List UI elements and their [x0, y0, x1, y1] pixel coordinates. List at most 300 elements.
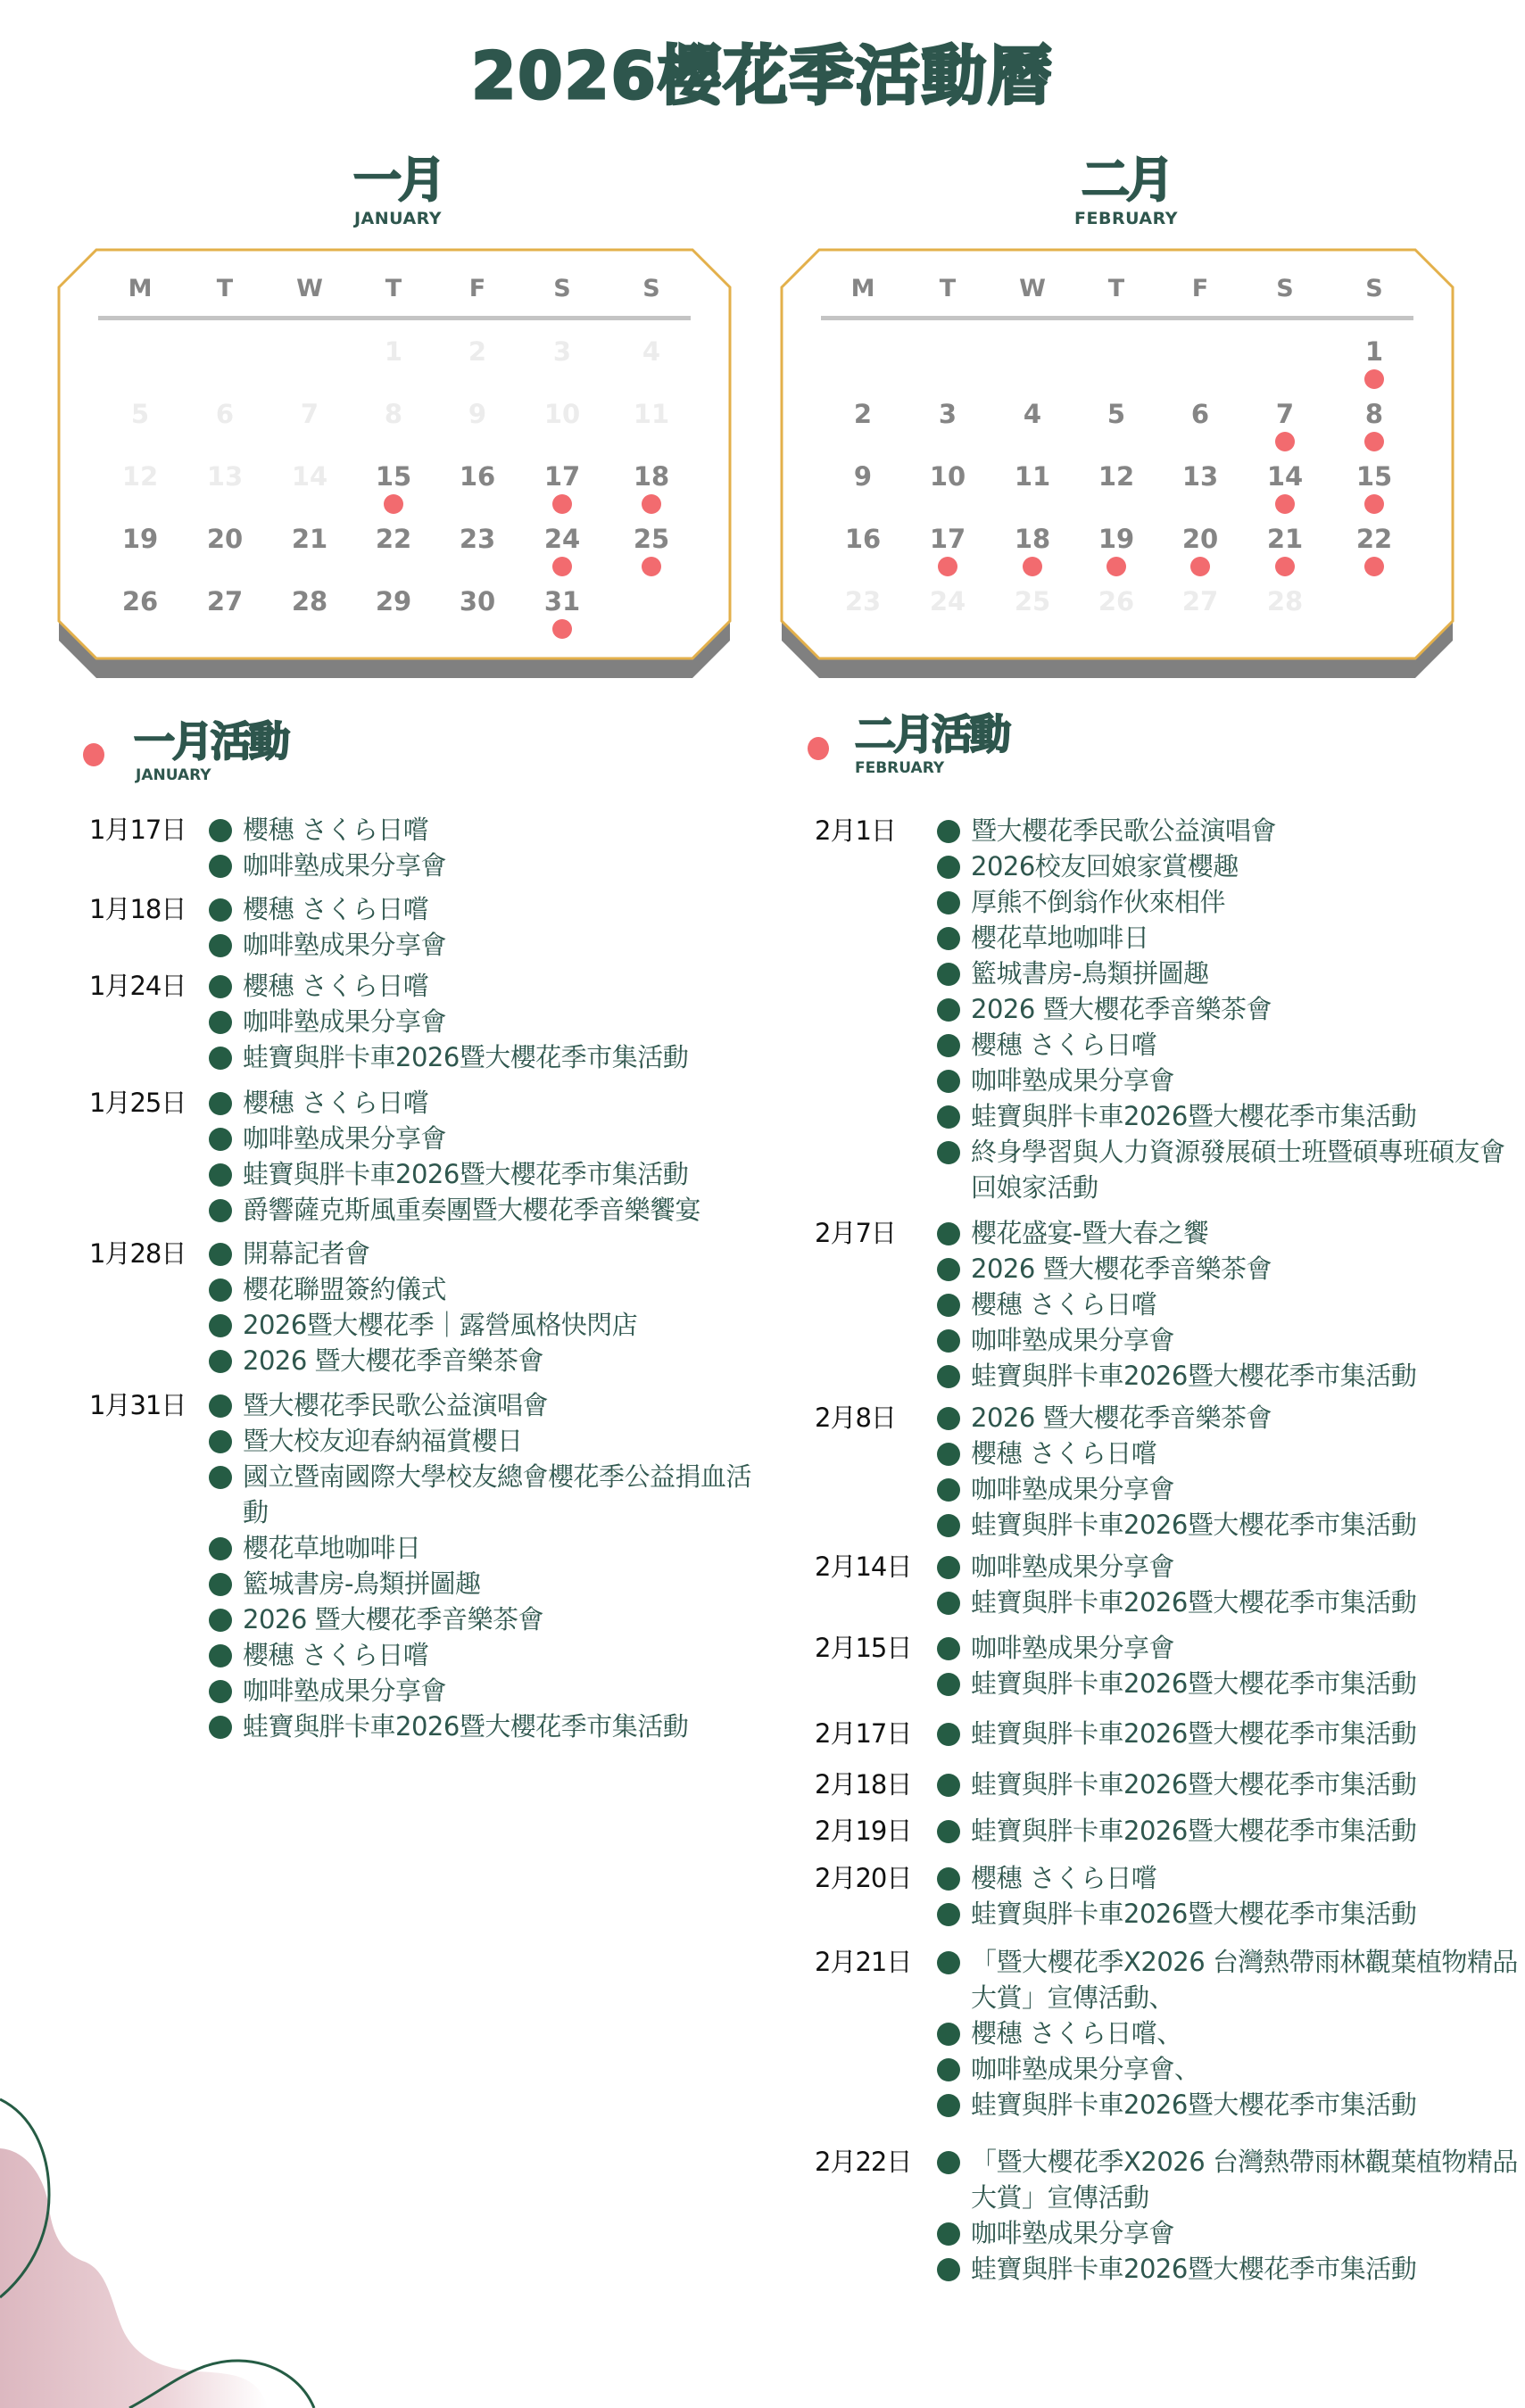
activity-day-group — [815, 813, 1520, 1205]
day-number: 6 — [1190, 399, 1210, 429]
weekday-label: T — [216, 275, 234, 302]
activity-text: 蛙寶與胖卡車2026暨大櫻花季市集活動 — [243, 1159, 689, 1189]
bullet-dot-icon — [209, 934, 232, 957]
weekday-label: S — [642, 275, 660, 302]
bullet-dot-icon — [937, 856, 960, 879]
day-number: 14 — [291, 461, 328, 492]
calendar-day[interactable] — [908, 523, 988, 555]
bullet-dot-icon — [209, 1394, 232, 1418]
activity-item — [937, 956, 1520, 991]
bullet-dot-icon — [209, 1430, 232, 1453]
weekday-separator — [821, 316, 1413, 320]
activity-text: 蛙寶與胖卡車2026暨大櫻花季市集活動 — [971, 1816, 1417, 1846]
activity-item — [937, 1400, 1520, 1436]
event-dot-icon — [1364, 432, 1384, 451]
january-calendar — [57, 248, 732, 680]
calendar-week-row — [57, 460, 732, 514]
calendar-day[interactable] — [353, 585, 434, 617]
calendar-day[interactable] — [823, 460, 903, 492]
activity-items — [209, 1085, 767, 1228]
event-dot-icon — [384, 494, 403, 514]
calendar-day[interactable] — [100, 460, 180, 492]
day-number: 15 — [375, 461, 412, 492]
activity-text: 暨大櫻花季民歌公益演唱會 — [243, 1390, 549, 1420]
day-number: 7 — [300, 399, 319, 429]
event-dot-icon — [642, 557, 661, 576]
activity-items — [209, 1387, 767, 1744]
bullet-dot-icon — [209, 819, 232, 842]
activity-text: 終身學習與人力資源發展碩士班暨碩專班碩友會回娘家活動 — [971, 1137, 1505, 1203]
activity-text: 咖啡塾成果分享會 — [243, 850, 447, 881]
activity-date: 2月7日 — [815, 1218, 896, 1248]
calendar-day[interactable] — [1076, 585, 1156, 617]
activity-item — [209, 1307, 767, 1343]
calendar-day[interactable] — [1076, 460, 1156, 492]
bullet-dot-icon — [209, 1314, 232, 1337]
activity-text: 蛙寶與胖卡車2026暨大櫻花季市集活動 — [971, 1769, 1417, 1800]
calendar-day[interactable] — [100, 523, 180, 555]
february-activity-list — [815, 813, 1520, 2287]
calendar-day[interactable] — [992, 523, 1073, 555]
activity-text: 開幕記者會 — [243, 1238, 370, 1269]
bullet-dot-icon — [937, 891, 960, 914]
calendar-day[interactable] — [1076, 523, 1156, 555]
february-header-zh: 二月 — [1082, 152, 1171, 208]
calendar-day[interactable] — [1334, 335, 1414, 368]
calendar-day[interactable] — [992, 460, 1073, 492]
bullet-dot-icon — [937, 1070, 960, 1093]
activity-text: 2026 暨大櫻花季音樂茶會 — [243, 1604, 544, 1634]
bullet-dot-icon — [209, 1128, 232, 1151]
calendar-week-row — [57, 398, 732, 451]
day-number: 8 — [1364, 399, 1384, 429]
calendar-day[interactable] — [269, 460, 350, 492]
calendar-day[interactable] — [522, 460, 602, 492]
day-number: 21 — [291, 524, 328, 554]
calendar-day[interactable] — [908, 585, 988, 617]
bullet-dot-icon — [937, 1141, 960, 1164]
bullet-dot-icon — [937, 1867, 960, 1891]
calendar-day[interactable] — [823, 398, 903, 430]
activity-item — [937, 1063, 1520, 1098]
activity-text: 咖啡塾成果分享會 — [971, 1552, 1175, 1582]
calendar-day[interactable] — [1334, 523, 1414, 555]
calendar-day[interactable] — [353, 523, 434, 555]
activity-text: 蛙寶與胖卡車2026暨大櫻花季市集活動 — [971, 2089, 1417, 2120]
calendar-week-row — [780, 585, 1455, 639]
weekday-label: T — [1107, 275, 1125, 302]
calendar-day[interactable] — [437, 523, 518, 555]
activity-item — [937, 848, 1520, 884]
day-number: 26 — [121, 586, 159, 616]
bullet-dot-icon — [209, 1047, 232, 1070]
bullet-dot-icon — [937, 1329, 960, 1353]
activity-item — [937, 1134, 1520, 1205]
bullet-dot-icon — [209, 975, 232, 998]
activity-text: 櫻花草地咖啡日 — [243, 1533, 421, 1563]
activity-text: 蛙寶與胖卡車2026暨大櫻花季市集活動 — [971, 1899, 1417, 1929]
activity-text: 蛙寶與胖卡車2026暨大櫻花季市集活動 — [971, 1101, 1417, 1131]
activity-text: 咖啡塾成果分享會 — [243, 1123, 447, 1154]
activity-date: 2月8日 — [815, 1403, 896, 1433]
activity-item — [937, 1471, 1520, 1507]
activity-text: 櫻穗 さくら日嚐 — [971, 1438, 1157, 1469]
activity-text: 蛙寶與胖卡車2026暨大櫻花季市集活動 — [243, 1042, 689, 1072]
calendar-day[interactable] — [1160, 523, 1240, 555]
bullet-dot-icon — [209, 1573, 232, 1596]
activity-text: 蛙寶與胖卡車2026暨大櫻花季市集活動 — [971, 1668, 1417, 1699]
bullet-dot-icon — [209, 1092, 232, 1115]
event-dot-icon — [1275, 432, 1295, 451]
activity-item — [937, 1027, 1520, 1063]
bullet-dot-icon — [209, 1350, 232, 1373]
decorative-blob-shape — [0, 2007, 402, 2408]
calendar-day[interactable] — [437, 585, 518, 617]
activity-day-group — [89, 968, 767, 1075]
activity-items — [937, 1549, 1520, 1620]
activity-items — [937, 1813, 1520, 1849]
activity-item — [209, 1271, 767, 1307]
bullet-dot-icon — [937, 1556, 960, 1579]
calendar-day[interactable] — [823, 523, 903, 555]
activity-text: 櫻穗 さくら日嚐 — [243, 1640, 429, 1670]
calendar-day[interactable] — [100, 585, 180, 617]
activity-text: 「暨大櫻花季X2026 台灣熱帶雨林觀葉植物精品大賞」宣傳活動、 — [971, 1947, 1518, 2013]
day-number: 11 — [633, 399, 670, 429]
activity-item — [937, 1436, 1520, 1471]
activity-item — [209, 1637, 767, 1673]
activity-items — [937, 2144, 1520, 2287]
activity-item — [937, 1549, 1520, 1585]
activity-item — [209, 1085, 767, 1121]
day-number: 28 — [291, 586, 328, 616]
activity-date: 2月15日 — [815, 1633, 912, 1663]
activity-text: 櫻穗 さくら日嚐 — [243, 815, 429, 845]
day-number: 20 — [206, 524, 244, 554]
day-number: 27 — [1181, 586, 1219, 616]
day-number: 17 — [929, 524, 966, 554]
activity-item — [209, 1566, 767, 1601]
activity-date: 2月1日 — [815, 815, 896, 846]
calendar-day[interactable] — [1334, 398, 1414, 430]
january-activity-list — [89, 812, 767, 1744]
calendar-day[interactable] — [353, 460, 434, 492]
day-number: 13 — [1181, 461, 1219, 492]
activity-item — [937, 884, 1520, 920]
calendar-day[interactable] — [185, 460, 265, 492]
activity-text: 蛙寶與胖卡車2026暨大櫻花季市集活動 — [971, 1587, 1417, 1618]
weekday-label: M — [128, 275, 153, 302]
activity-item — [937, 920, 1520, 956]
february-calendar — [780, 248, 1455, 680]
activity-items — [937, 1215, 1520, 1394]
calendar-day[interactable] — [611, 335, 692, 368]
day-number: 30 — [459, 586, 496, 616]
bullet-dot-icon — [937, 2023, 960, 2046]
activity-text: 櫻穗 さくら日嚐 — [971, 1030, 1157, 1060]
activity-text: 蛙寶與胖卡車2026暨大櫻花季市集活動 — [243, 1711, 689, 1742]
weekday-label: M — [850, 275, 875, 302]
day-number: 11 — [1014, 461, 1051, 492]
day-number: 3 — [552, 336, 572, 367]
activity-text: 蛙寶與胖卡車2026暨大櫻花季市集活動 — [971, 1361, 1417, 1391]
bullet-dot-icon — [937, 1723, 960, 1746]
activity-item — [937, 2251, 1520, 2287]
event-dot-icon — [1364, 557, 1384, 576]
activity-text: 咖啡塾成果分享會 — [243, 930, 447, 960]
calendar-day[interactable] — [1334, 460, 1414, 492]
activity-text: 爵響薩克斯風重奏團暨大櫻花季音樂饗宴 — [243, 1195, 701, 1225]
day-number: 27 — [206, 586, 244, 616]
activity-day-group — [89, 1236, 767, 1378]
day-number: 10 — [543, 399, 581, 429]
calendar-day[interactable] — [1245, 460, 1325, 492]
calendar-day[interactable] — [522, 585, 602, 617]
calendar-week-row — [57, 523, 732, 576]
activity-item — [937, 2215, 1520, 2251]
activity-date: 2月18日 — [815, 1769, 912, 1800]
bullet-dot-icon — [937, 1774, 960, 1797]
activity-item — [937, 2087, 1520, 2123]
january-header — [264, 153, 532, 228]
calendar-day[interactable] — [437, 335, 518, 368]
event-dot-icon — [938, 557, 957, 576]
calendar-week-row — [57, 585, 732, 639]
event-dot-icon — [1190, 557, 1210, 576]
activity-text: 蛙寶與胖卡車2026暨大櫻花季市集活動 — [971, 2254, 1417, 2284]
activity-text: 2026 暨大櫻花季音樂茶會 — [243, 1345, 544, 1376]
activity-text: 咖啡塾成果分享會 — [971, 1065, 1175, 1096]
bullet-dot-icon — [937, 1294, 960, 1317]
day-number: 18 — [633, 461, 670, 492]
event-dot-icon — [1275, 557, 1295, 576]
calendar-day[interactable] — [522, 398, 602, 430]
activity-items — [209, 1236, 767, 1378]
bullet-dot-icon — [209, 855, 232, 878]
day-number: 23 — [844, 586, 882, 616]
day-number: 25 — [633, 524, 670, 554]
event-dot-icon — [552, 619, 572, 639]
activity-day-group — [815, 1767, 1520, 1802]
calendar-day[interactable] — [353, 335, 434, 368]
calendar-day[interactable] — [611, 398, 692, 430]
day-number: 22 — [1355, 524, 1393, 554]
activity-date: 2月14日 — [815, 1552, 912, 1582]
calendar-day[interactable] — [1160, 460, 1240, 492]
day-number: 2 — [468, 336, 487, 367]
activity-date: 2月19日 — [815, 1816, 912, 1846]
day-number: 9 — [468, 399, 487, 429]
calendar-day[interactable] — [1245, 398, 1325, 430]
activity-item — [937, 1767, 1520, 1802]
bullet-dot-icon — [209, 1609, 232, 1632]
bullet-dot-icon — [209, 1163, 232, 1187]
january-header-en: JANUARY — [353, 209, 443, 228]
day-number: 3 — [938, 399, 957, 429]
activity-day-group — [815, 1630, 1520, 1701]
activity-item — [209, 968, 767, 1004]
bullet-dot-icon — [209, 1466, 232, 1489]
day-number: 25 — [1014, 586, 1051, 616]
calendar-day[interactable] — [185, 523, 265, 555]
day-number: 19 — [121, 524, 159, 554]
calendar-day[interactable] — [1160, 585, 1240, 617]
activity-day-group — [815, 1549, 1520, 1620]
activity-item — [937, 1813, 1520, 1849]
activity-item — [937, 1098, 1520, 1134]
activity-item — [937, 1358, 1520, 1394]
weekday-label: F — [468, 275, 486, 302]
day-number: 5 — [130, 399, 150, 429]
activity-text: 2026暨大櫻花季｜露營風格快閃店 — [243, 1310, 638, 1340]
activity-items — [209, 968, 767, 1075]
calendar-day[interactable] — [522, 523, 602, 555]
day-number: 16 — [459, 461, 496, 492]
calendar-day[interactable] — [611, 460, 692, 492]
day-number: 4 — [1023, 399, 1042, 429]
day-number: 16 — [844, 524, 882, 554]
calendar-day[interactable] — [611, 523, 692, 555]
activity-text: 2026 暨大櫻花季音樂茶會 — [971, 1254, 1272, 1284]
day-number: 9 — [853, 461, 873, 492]
bullet-dot-icon — [937, 2058, 960, 2081]
calendar-day[interactable] — [908, 398, 988, 430]
calendar-day[interactable] — [1245, 585, 1325, 617]
activity-text: 咖啡塾成果分享會 — [971, 1325, 1175, 1355]
calendar-day[interactable] — [522, 335, 602, 368]
bullet-dot-icon — [937, 1105, 960, 1129]
activity-item — [937, 2144, 1520, 2215]
activity-date: 2月20日 — [815, 1863, 912, 1893]
activity-item — [937, 1860, 1520, 1896]
activity-text: 蛙寶與胖卡車2026暨大櫻花季市集活動 — [971, 1718, 1417, 1749]
activity-item — [209, 1673, 767, 1709]
event-dot-icon — [1106, 557, 1126, 576]
calendar-day[interactable] — [1076, 398, 1156, 430]
event-dot-icon — [642, 494, 661, 514]
day-number: 6 — [215, 399, 235, 429]
activity-item — [209, 1192, 767, 1228]
activity-date: 1月17日 — [89, 815, 186, 845]
day-number: 7 — [1275, 399, 1295, 429]
day-number: 26 — [1098, 586, 1135, 616]
bullet-dot-icon — [937, 1637, 960, 1660]
activity-text: 櫻穗 さくら日嚐、 — [971, 2018, 1182, 2048]
day-number: 4 — [642, 336, 661, 367]
bullet-dot-icon — [937, 1951, 960, 1974]
activity-text: 櫻穗 さくら日嚐 — [971, 1289, 1157, 1320]
page-title: 2026櫻花季活動曆 — [471, 38, 1054, 113]
calendar-day[interactable] — [353, 398, 434, 430]
weekday-label: F — [1191, 275, 1209, 302]
calendar-day[interactable] — [100, 398, 180, 430]
activity-item — [937, 813, 1520, 848]
bullet-dot-icon — [209, 1199, 232, 1222]
bullet-dot-icon — [937, 1034, 960, 1057]
day-number: 23 — [459, 524, 496, 554]
activity-item — [209, 1236, 767, 1271]
activity-items — [937, 813, 1520, 1205]
calendar-week-row — [57, 335, 732, 389]
activity-item — [209, 1423, 767, 1459]
activity-day-group — [89, 812, 767, 883]
activity-item — [937, 1322, 1520, 1358]
activity-item — [937, 2051, 1520, 2087]
activity-text: 櫻花草地咖啡日 — [971, 923, 1149, 953]
day-number: 1 — [1364, 336, 1384, 367]
bullet-dot-icon — [937, 1443, 960, 1466]
calendar-day[interactable] — [437, 460, 518, 492]
activity-item — [937, 1630, 1520, 1666]
bullet-dot-icon — [209, 1644, 232, 1667]
activity-item — [937, 1585, 1520, 1620]
calendar-day[interactable] — [437, 398, 518, 430]
day-number: 21 — [1266, 524, 1304, 554]
activity-date: 2月17日 — [815, 1718, 912, 1749]
activity-text: 咖啡塾成果分享會 — [971, 1474, 1175, 1504]
event-dot-icon — [1364, 494, 1384, 514]
activity-day-group — [815, 1215, 1520, 1394]
bullet-dot-icon — [937, 1365, 960, 1388]
activity-item — [209, 1343, 767, 1378]
day-number: 1 — [384, 336, 403, 367]
activity-text: 2026 暨大櫻花季音樂茶會 — [971, 994, 1272, 1024]
weekday-label: S — [1365, 275, 1383, 302]
calendar-day[interactable] — [908, 460, 988, 492]
activity-text: 國立暨南國際大學校友總會櫻花季公益捐血活動 — [243, 1461, 752, 1527]
activity-item — [209, 1459, 767, 1530]
activity-date: 1月31日 — [89, 1390, 186, 1420]
calendar-day[interactable] — [992, 398, 1073, 430]
calendar-day[interactable] — [1160, 398, 1240, 430]
february-activities-subtitle: FEBRUARY — [855, 759, 945, 777]
bullet-dot-icon — [209, 1011, 232, 1034]
activity-item — [209, 1156, 767, 1192]
activity-items — [937, 1860, 1520, 1932]
activity-item — [937, 1896, 1520, 1932]
activity-text: 櫻穗 さくら日嚐 — [971, 1863, 1157, 1893]
activity-item — [209, 1601, 767, 1637]
activity-item — [209, 1709, 767, 1744]
activity-item — [209, 891, 767, 927]
day-number: 10 — [929, 461, 966, 492]
january-activities-subtitle: JANUARY — [136, 766, 211, 784]
activity-date: 1月24日 — [89, 971, 186, 1001]
day-number: 8 — [384, 399, 403, 429]
activity-items — [937, 1716, 1520, 1751]
calendar-day[interactable] — [1245, 523, 1325, 555]
activity-text: 櫻穗 さくら日嚐 — [243, 1088, 429, 1118]
calendar-day[interactable] — [269, 398, 350, 430]
activity-items — [209, 812, 767, 883]
activity-date: 1月18日 — [89, 894, 186, 924]
february-header — [992, 153, 1260, 228]
calendar-day[interactable] — [992, 585, 1073, 617]
event-dot-icon — [1275, 494, 1295, 514]
activity-item — [937, 991, 1520, 1027]
activity-text: 籃城書房-鳥類拼圖趣 — [243, 1568, 481, 1599]
bullet-dot-icon — [209, 1680, 232, 1703]
calendar-day[interactable] — [185, 585, 265, 617]
calendar-day[interactable] — [269, 523, 350, 555]
bullet-dot-icon — [209, 1278, 232, 1302]
calendar-day[interactable] — [185, 398, 265, 430]
day-number: 31 — [543, 586, 581, 616]
bullet-dot-icon — [937, 1903, 960, 1926]
day-number: 18 — [1014, 524, 1051, 554]
calendar-day[interactable] — [823, 585, 903, 617]
calendar-day[interactable] — [269, 585, 350, 617]
